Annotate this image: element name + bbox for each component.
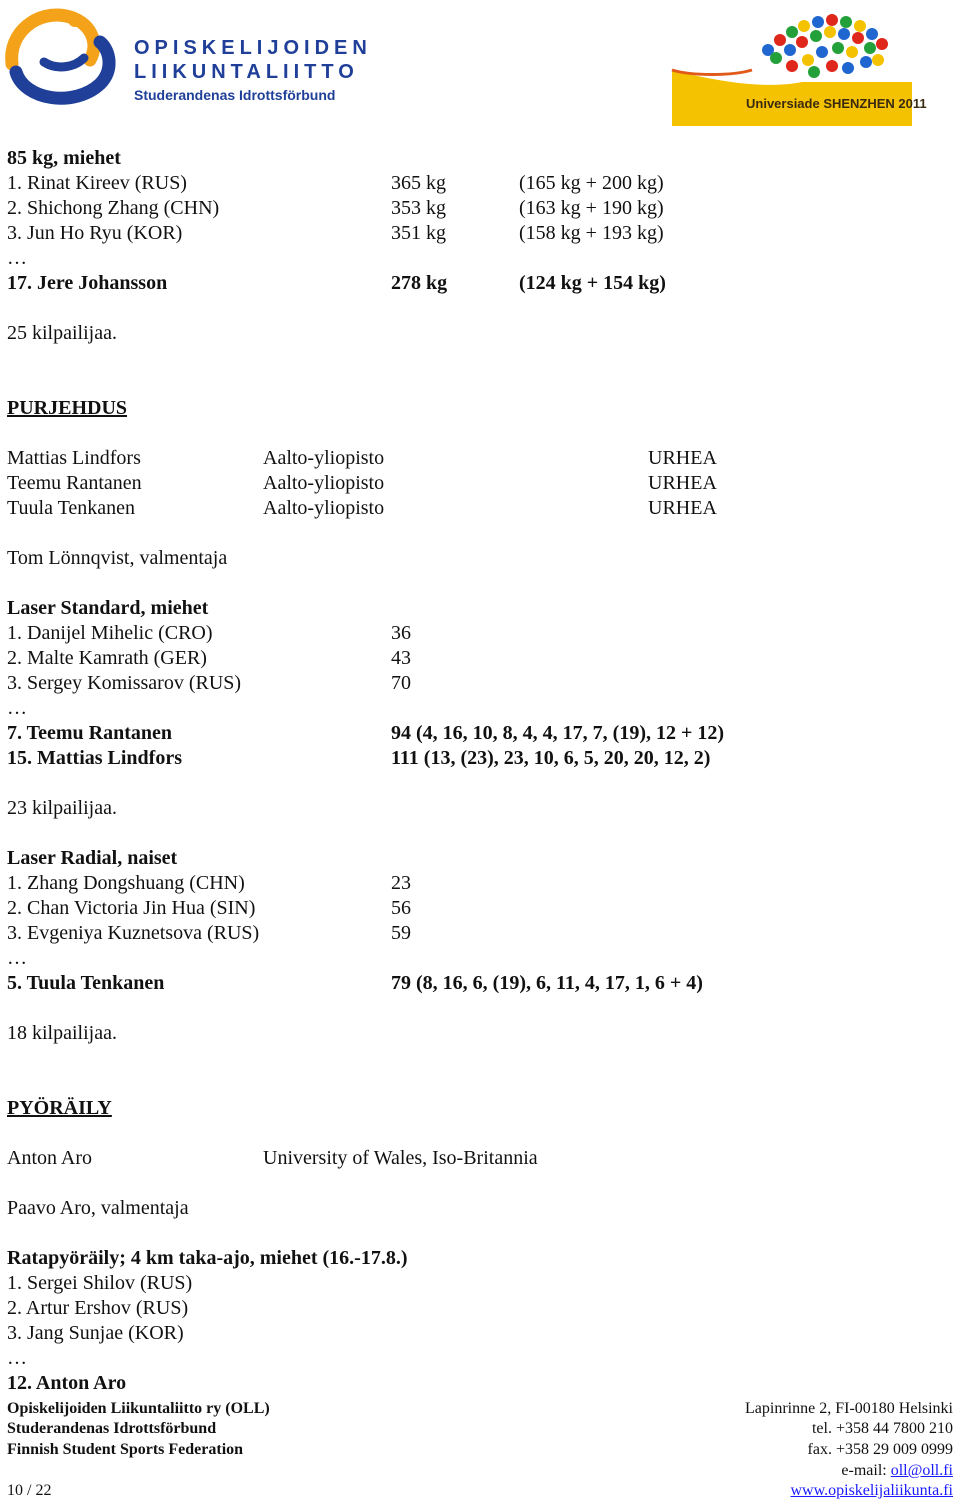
page-header (0, 0, 960, 130)
footer-fax: fax. +358 29 009 0999 (807, 1441, 953, 1458)
document-body (7, 146, 947, 1396)
result-row: 2. Shichong Zhang (CHN) 353 kg (163 kg + 190 kg) (7, 197, 664, 219)
result-row: 3. Jang Sunjae (KOR) (7, 1322, 184, 1344)
footer-org-en: Finnish Student Sports Federation (7, 1441, 244, 1458)
ellipsis: … (7, 1347, 27, 1369)
universiade-logo (672, 10, 927, 126)
result-row: 1. Danijel Mihelic (CRO) 36 (7, 622, 411, 644)
finnish-result-row: 17. Jere Johansson 278 kg (124 kg + 154 kg) (7, 272, 666, 294)
footer-website (791, 1482, 954, 1500)
email-link[interactable]: oll@oll.fi (890, 1462, 953, 1479)
ellipsis: … (7, 247, 27, 269)
svg-text:OPISKELIJOIDEN: OPISKELIJOIDEN (134, 37, 372, 59)
result-row: 2. Chan Victoria Jin Hua (SIN) 56 (7, 897, 411, 919)
ellipsis: … (7, 697, 27, 719)
result-row: 2. Artur Ershov (RUS) (7, 1297, 189, 1319)
team-member-row: Anton Aro University of Wales, Iso-Britannia (7, 1147, 538, 1169)
result-row: 1. Sergei Shilov (RUS) (7, 1272, 193, 1294)
footer-tel: tel. +358 44 7800 210 (811, 1420, 953, 1437)
event-title-track-pursuit: Ratapyöräily; 4 km taka-ajo, miehet (16.-17.8.) (7, 1247, 408, 1269)
participant-count: 23 kilpailijaa. (7, 797, 117, 819)
section-heading-cycling: PYÖRÄILY (7, 1097, 112, 1119)
result-row: 1. Zhang Dongshuang (CHN) 23 (7, 872, 411, 894)
svg-text:Universiade SHENZHEN 2011: Universiade SHENZHEN 2011 (746, 96, 927, 111)
oll-logo (4, 2, 372, 112)
team-member-row: Teemu Rantanen Aalto-yliopisto URHEA (7, 472, 717, 494)
page-number: 10 / 22 (7, 1482, 52, 1499)
website-link[interactable]: www.opiskelijaliikunta.fi (790, 1482, 953, 1499)
finnish-result-row: 15. Mattias Lindfors 111 (13, (23), 23, 10, 6, 5, 20, 20, 12, 2) (7, 747, 711, 769)
footer-address: Lapinrinne 2, FI-00180 Helsinki (745, 1400, 953, 1417)
event-title-laser-radial: Laser Radial, naiset (7, 847, 178, 869)
team-member-row: Tuula Tenkanen Aalto-yliopisto URHEA (7, 497, 717, 519)
weightlifting-title: 85 kg, miehet (7, 147, 121, 169)
finnish-result-row: 5. Tuula Tenkanen 79 (8, 16, 6, (19), 6, 11, 4, 17, 1, 6 + 4) (7, 972, 703, 994)
footer-email-line: e-mail: oll@oll.fi (841, 1462, 953, 1479)
ellipsis: … (7, 947, 27, 969)
footer-org-sv: Studerandenas Idrottsförbund (7, 1420, 217, 1437)
event-title-laser-standard: Laser Standard, miehet (7, 597, 209, 619)
svg-text:Studerandenas Idrottsförbund: Studerandenas Idrottsförbund (134, 87, 336, 103)
participant-count: 25 kilpailijaa. (7, 322, 117, 344)
section-heading-sailing: PURJEHDUS (7, 397, 128, 419)
finnish-result-row: 12. Anton Aro (7, 1372, 127, 1394)
team-member-row: Mattias Lindfors Aalto-yliopisto URHEA (7, 447, 717, 469)
result-row: 1. Rinat Kireev (RUS) 365 kg (165 kg + 200 kg) (7, 172, 664, 194)
footer-org-fi: Opiskelijoiden Liikuntaliitto ry (OLL) (7, 1400, 270, 1417)
result-row: 3. Sergey Komissarov (RUS) 70 (7, 672, 411, 694)
finnish-result-row: 7. Teemu Rantanen 94 (4, 16, 10, 8, 4, 4, 17, 7, (19), 12 + 12) (7, 722, 725, 744)
result-row: 2. Malte Kamrath (GER) 43 (7, 647, 411, 669)
coach-line: Tom Lönnqvist, valmentaja (7, 547, 228, 569)
coach-line: Paavo Aro, valmentaja (7, 1197, 189, 1219)
svg-text:LIIKUNTALIITTO: LIIKUNTALIITTO (134, 61, 359, 83)
result-row: 3. Jun Ho Ryu (KOR) 351 kg (158 kg + 193 kg) (7, 222, 664, 244)
result-row: 3. Evgeniya Kuznetsova (RUS) 59 (7, 922, 411, 944)
participant-count: 18 kilpailijaa. (7, 1022, 117, 1044)
